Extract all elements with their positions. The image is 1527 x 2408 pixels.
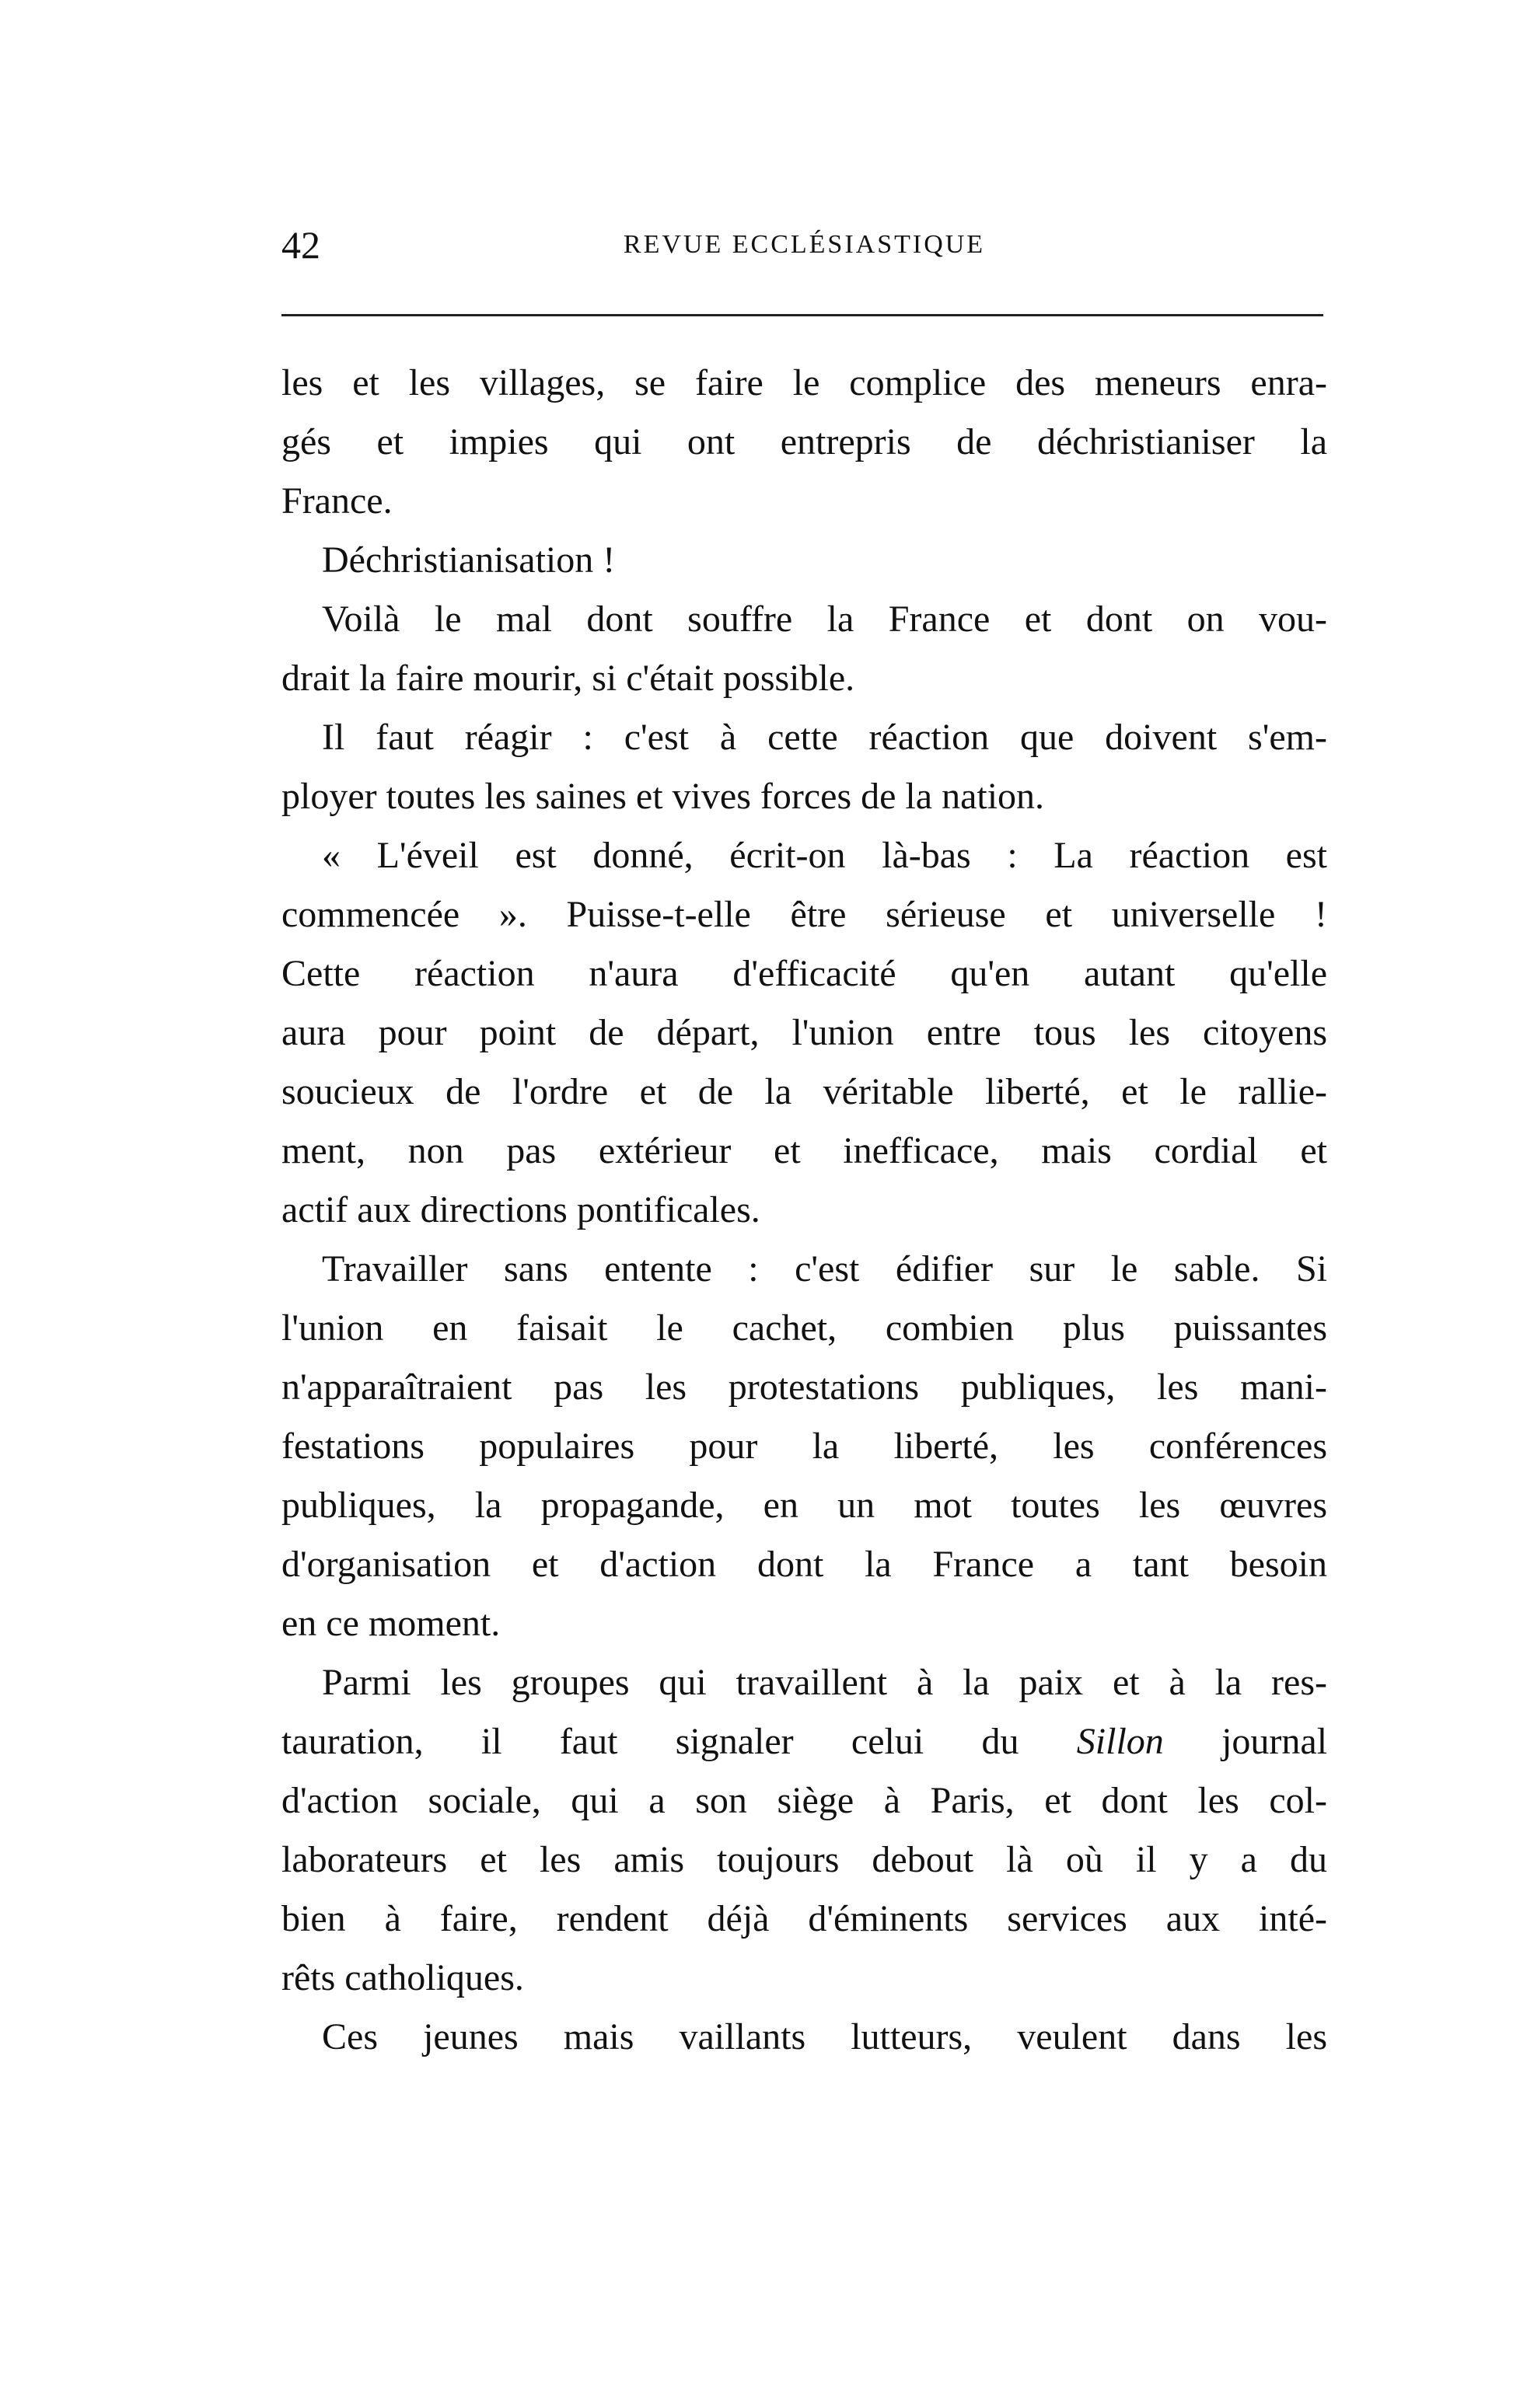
- text-line: soucieux de l'ordre et de la véritable liberté, et le rallie-: [281, 1071, 1327, 1112]
- journal-title: REVUE ECCLÉSIASTIQUE: [623, 230, 986, 259]
- text-line: gés et impies qui ont entrepris de déchristianiser la: [281, 421, 1327, 462]
- text-line: les et les villages, se faire le complice des meneurs enra-: [281, 362, 1327, 403]
- text-line: Il faut réagir : c'est à cette réaction que doivent s'em-: [322, 717, 1327, 758]
- text-line: publiques, la propagande, en un mot toutes les œuvres: [281, 1485, 1327, 1526]
- text-line-with-italic: [281, 1712, 1327, 1771]
- body-text: [281, 354, 1327, 2067]
- text-line: ment, non pas extérieur et inefficace, mais cordial et: [281, 1130, 1327, 1171]
- text-line: aura pour point de départ, l'union entre tous les citoyens: [281, 1012, 1327, 1053]
- text-line: en ce moment.: [281, 1603, 501, 1644]
- text-line: bien à faire, rendent déjà d'éminents services aux inté-: [281, 1898, 1327, 1939]
- page-number: 42: [281, 223, 320, 267]
- text-line: d'organisation et d'action dont la France a tant besoin: [281, 1544, 1327, 1585]
- text-line: Ces jeunes mais vaillants lutteurs, veulent dans les: [322, 2016, 1327, 2057]
- text-line: rêts catholiques.: [281, 1957, 524, 1998]
- text-line: drait la faire mourir, si c'était possible.: [281, 658, 855, 699]
- italic-title: Sillon: [1076, 1721, 1164, 1762]
- text-line: laborateurs et les amis toujours debout là où il y a du: [281, 1839, 1327, 1880]
- text-line: France.: [281, 480, 393, 522]
- text-line: Cette réaction n'aura d'efficacité qu'en autant qu'elle: [281, 953, 1327, 994]
- running-head: [281, 218, 1327, 272]
- text-line: actif aux directions pontificales.: [281, 1189, 760, 1230]
- text-line: ployer toutes les saines et vives forces de la nation.: [281, 776, 1045, 817]
- text-line: Déchristianisation !: [322, 539, 616, 581]
- text-line: commencée ». Puisse-t-elle être sérieuse et universelle !: [281, 894, 1327, 935]
- text-line: Travailler sans entente : c'est édifier sur le sable. Si: [322, 1248, 1327, 1290]
- text-line: « L'éveil est donné, écrit-on là-bas : La réaction est: [322, 835, 1327, 876]
- text-line: festations populaires pour la liberté, les conférences: [281, 1426, 1327, 1467]
- text-line: Voilà le mal dont souffre la France et dont on vou-: [322, 599, 1327, 640]
- text-line: l'union en faisait le cachet, combien plus puissantes: [281, 1307, 1327, 1349]
- text-line: Parmi les groupes qui travaillent à la paix et à la res-: [322, 1662, 1327, 1703]
- text-line: n'apparaîtraient pas les protestations publiques, les mani-: [281, 1366, 1327, 1408]
- text-line: d'action sociale, qui a son siège à Paris, et dont les col-: [281, 1780, 1327, 1821]
- text-fragment: tauration, il faut signaler celui du: [281, 1721, 1019, 1762]
- text-fragment: journal: [1221, 1721, 1327, 1762]
- header-rule: [281, 314, 1323, 316]
